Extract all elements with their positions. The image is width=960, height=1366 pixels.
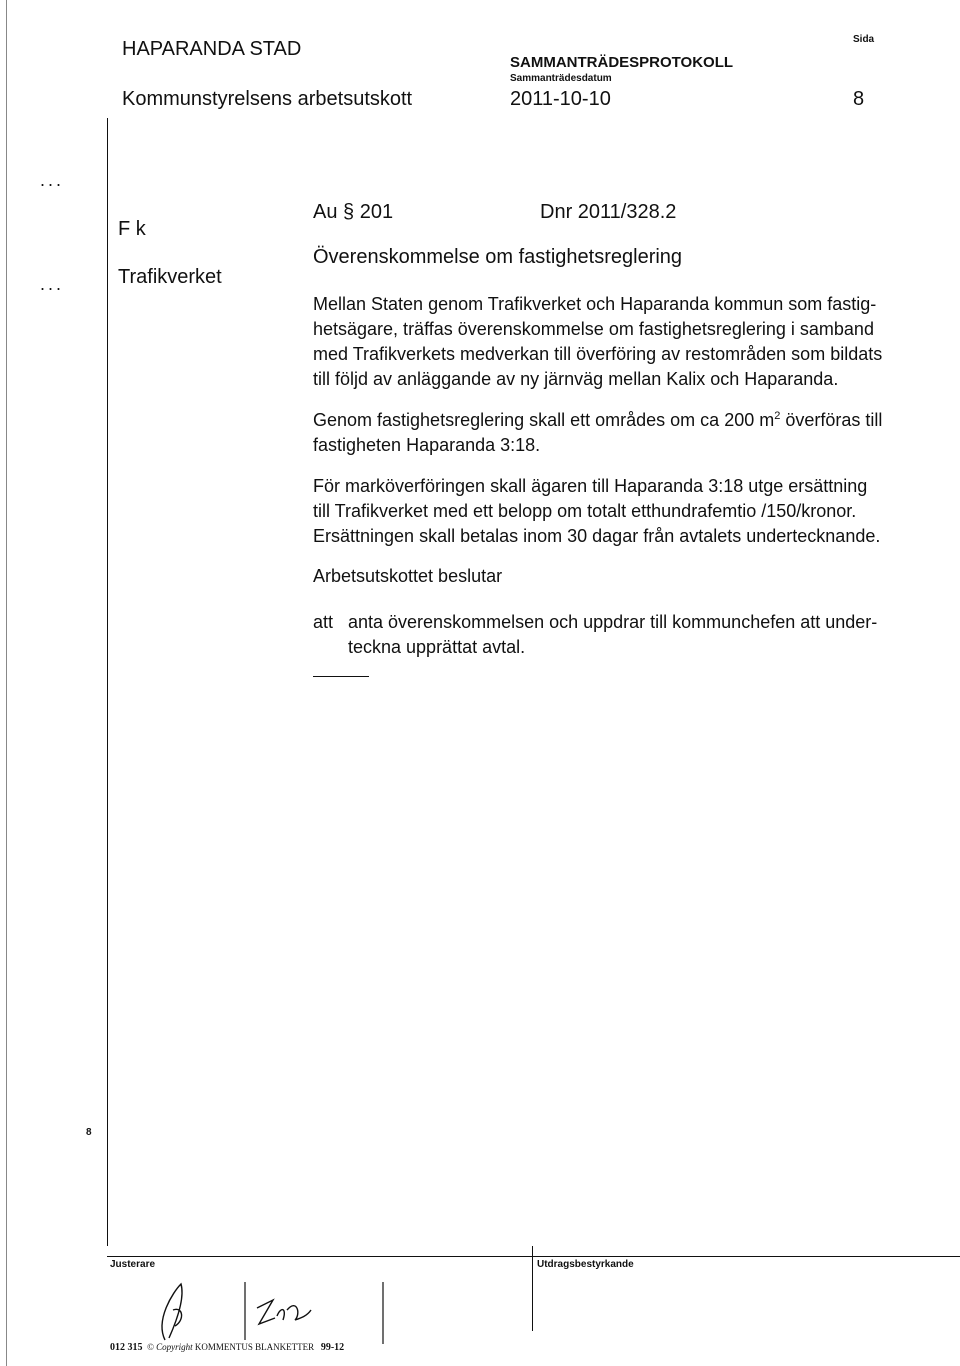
decision-text [348,610,877,660]
text-line: med Trafikverkets medverkan till överföring av restområden som bildats [313,344,883,364]
footer-divider [532,1246,533,1331]
text-line: anta överenskommelsen och uppdrar till kommunchefen att under- [348,612,878,632]
text-line: till Trafikverket med ett belopp om totalt etthundrafemtio /150/kronor. [313,501,857,521]
committee-name: Kommunstyrelsens arbetsutskott [122,88,413,110]
text-line: fastigheten Haparanda 3:18. [313,435,541,455]
text-line: teckna upprättat avtal. [348,637,526,657]
text-line: Mellan Staten genom Trafikverket och Haparanda kommun som fastig- [313,294,877,314]
form-version: 99-12 [320,1342,345,1353]
superscript: 2 [774,410,781,422]
margin-dots-bottom: ... [40,274,65,294]
paragraph-reference: Au § 201 [313,201,394,223]
side-page-number: 8 [86,1127,92,1138]
paragraph-1 [313,292,882,392]
signature-initials-2 [257,1300,311,1324]
text-line: hetsägare, träffas överenskommelse om fastighetsreglering i samband [313,319,874,339]
page-number: 8 [853,88,865,110]
decision-heading: Arbetsutskottet beslutar [313,566,503,586]
margin-dots-top: ... [40,170,65,190]
paragraph-3 [313,474,880,549]
page-label: Sida [853,34,875,45]
publisher: KOMMENTUS BLANKETTER [194,1342,315,1352]
text-line: Ersättningen skall betalas inom 30 dagar från avtalets undertecknande. [313,526,881,546]
copyright: © Copyright [147,1342,193,1352]
form-code: 012 315 [110,1342,143,1353]
org-name: HAPARANDA STAD [122,38,302,60]
text-line: För marköverföringen skall ägaren till Haparanda 3:18 utge ersättning [313,476,868,496]
form-footer [110,1342,344,1353]
date-label: Sammanträdesdatum [510,73,612,84]
text-line: till följd av anläggande av ny järnväg mellan Kalix och Haparanda. [313,369,839,389]
text-segment: Genom fastighetsreglering skall ett områdes om ca 200 m [313,410,775,430]
document-type: SAMMANTRÄDESPROTOKOLL [510,54,734,71]
item-title: Överenskommelse om fastighetsreglering [313,246,683,268]
scan-edge-line [6,0,7,1366]
signature-initials-1 [162,1284,182,1340]
end-rule [313,676,369,677]
recipient: Trafikverket [118,266,222,288]
text-segment: överföras till [780,410,883,430]
footer-rule [107,1256,960,1257]
recipient-short: F k [118,218,146,240]
text-line [313,408,882,433]
diary-number: Dnr 2011/328.2 [540,201,677,223]
margin-rule [107,118,108,1246]
utdrag-label: Utdragsbestyrkande [537,1259,634,1270]
signatures [125,1280,405,1344]
justerare-label: Justerare [110,1259,156,1270]
meeting-date: 2011-10-10 [510,88,611,110]
paragraph-2 [313,408,882,458]
decision-att: att [313,612,334,632]
